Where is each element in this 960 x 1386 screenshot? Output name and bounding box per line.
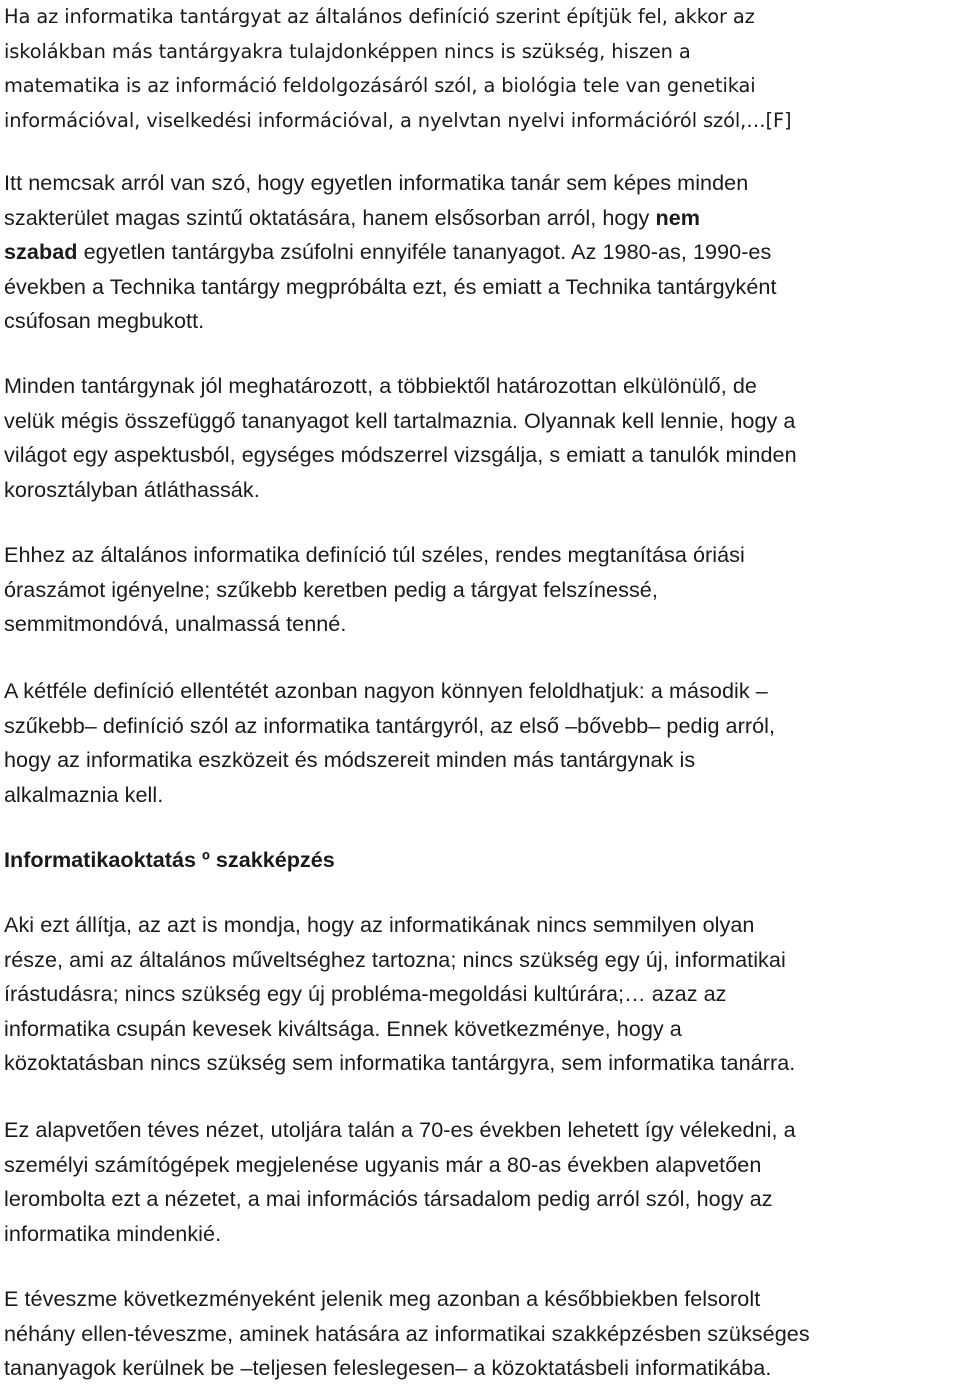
paragraph-line: iskolákban más tantárgyakra tulajdonképpen nincs is szükség, hiszen a [4, 39, 691, 63]
paragraph-line: hogy az informatika eszközeit és módszereit minden más tantárgynak is [4, 747, 696, 772]
paragraph-line: Ehhez az általános informatika definíció túl széles, rendes megtanítása óriási [4, 542, 745, 567]
paragraph-line: Ez alapvetően téves nézet, utoljára talán a 70-es években lehetett így vélekedni, a [4, 1117, 796, 1142]
paragraph-line: Itt nemcsak arról van szó, hogy egyetlen informatika tanár sem képes minden [4, 170, 749, 195]
paragraph-line: információval, viselkedési információval, a nyelvtan nyelvi információról szól,…[F] [4, 108, 792, 132]
paragraph-line [4, 201, 958, 236]
paragraph-line: óraszámot igényelne; szűkebb keretben pedig a tárgyat felszínessé, [4, 576, 658, 602]
paragraph-line: része, ami az általános műveltséghez tartozna; nincs szükség egy új, informatikai [4, 946, 786, 972]
paragraph-line: informatika csupán kevesek kiváltsága. Ennek következménye, hogy a [4, 1015, 682, 1041]
paragraph-line: közoktatásban nincs szükség sem informatika tantárgyra, sem informatika tanárra. [4, 1050, 796, 1075]
paragraph-line: lerombolta ezt a nézetet, a mai információs társadalom pedig arról szól, hogy az [4, 1186, 773, 1211]
paragraph-line: csúfosan megbukott. [4, 308, 205, 333]
emphasis-text: szabad [4, 239, 78, 264]
section-heading: Informatikaoktatás º szakképzés [4, 847, 335, 872]
paragraph-line: Minden tantárgynak jól meghatározott, a többiektől határozottan elkülönülő, de [4, 373, 757, 398]
paragraph-8 [4, 1282, 958, 1386]
paragraph-line: tananyagok kerülnek be –teljesen feleslegesen– a közoktatásbeli informatikába. [4, 1355, 772, 1380]
paragraph-line: matematika is az információ feldolgozásáról szól, a biológia tele van genetikai [4, 74, 756, 97]
paragraph-line: Ha az informatika tantárgyat az általános definíció szerint építjük fel, akkor az [4, 5, 755, 28]
paragraph-3 [4, 369, 958, 507]
paragraph-2 [4, 166, 958, 339]
paragraph-7 [4, 1113, 958, 1251]
paragraph-1 [4, 0, 958, 138]
paragraph-6 [4, 908, 958, 1081]
paragraph-line: informatika mindenkié. [4, 1220, 222, 1246]
line-text: szakterület magas szintű oktatására, hanem elsősorban arról, hogy [4, 204, 656, 230]
paragraph-line: szűkebb– definíció szól az informatika tantárgyról, az első –bővebb– pedig arról, [4, 712, 776, 738]
paragraph-5 [4, 674, 958, 812]
paragraph-line: A kétféle definíció ellentétét azonban nagyon könnyen feloldhatjuk: a második – [4, 678, 768, 703]
paragraph-line: korosztályban átláthassák. [4, 476, 260, 502]
paragraph-line: néhány ellen-téveszme, aminek hatására az informatikai szakképzésben szükséges [4, 1320, 810, 1346]
paragraph-line [4, 235, 958, 270]
paragraph-line: személyi számítógépek megjelenése ugyanis már a 80-as években alapvetően [4, 1151, 762, 1177]
paragraph-line: velük mégis összefüggő tananyagot kell tartalmaznia. Olyannak kell lennie, hogy a [4, 407, 796, 433]
paragraph-line: E téveszme következményeként jelenik meg azonban a későbbiekben felsorolt [4, 1286, 761, 1311]
paragraph-line: Aki ezt állítja, az azt is mondja, hogy az informatikának nincs semmilyen olyan [4, 912, 755, 937]
paragraph-line: alkalmazniа kell. [4, 781, 164, 807]
paragraph-4 [4, 538, 958, 642]
paragraph-line: világot egy aspektusból, egységes módszerrel vizsgálja, s emiatt a tanulók minden [4, 442, 797, 467]
emphasis-text: nem [655, 204, 701, 230]
line-text: egyetlen tantárgyba zsúfolni ennyiféle tananyagot. Az 1980-as, 1990-es [77, 239, 772, 264]
paragraph-line: írástudásra; nincs szükség egy új probléma-megoldási kultúrára;… azaz az [4, 981, 727, 1006]
paragraph-line: években a Technika tantárgy megpróbálta ezt, és emiatt a Technika tantárgyként [4, 273, 777, 299]
paragraph-line: semmitmondóvá, unalmassá tenné. [4, 611, 347, 636]
